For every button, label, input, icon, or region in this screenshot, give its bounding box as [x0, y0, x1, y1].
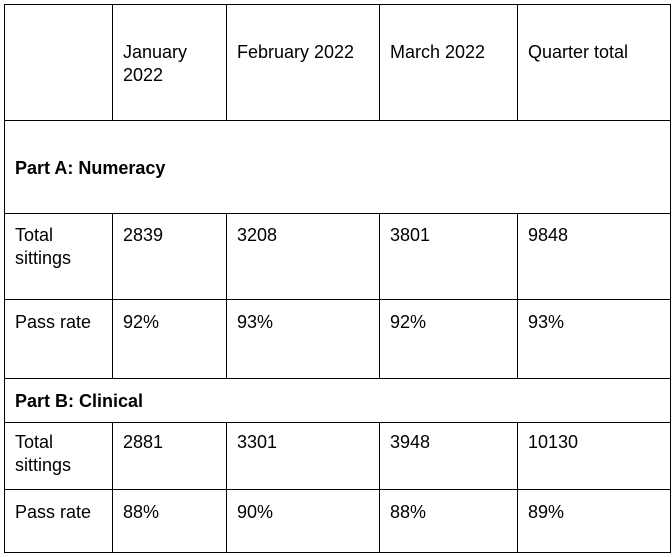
- table-cell: 9848: [518, 214, 671, 300]
- table-row: [5, 423, 671, 490]
- table-cell: 89%: [518, 490, 671, 553]
- table-row: [5, 214, 671, 300]
- table-cell: 3301: [227, 423, 380, 490]
- table-cell: 92%: [380, 300, 518, 379]
- table-cell: 88%: [380, 490, 518, 553]
- table-cell: 2839: [113, 214, 227, 300]
- table-cell: 93%: [227, 300, 380, 379]
- table-cell: 3208: [227, 214, 380, 300]
- table-cell: 90%: [227, 490, 380, 553]
- row-label: Total sittings: [5, 423, 113, 490]
- header-row: [5, 5, 671, 121]
- header-march-2022: March 2022: [380, 5, 518, 121]
- section-row-part-b: [5, 379, 671, 423]
- table-cell: 3948: [380, 423, 518, 490]
- row-label: Total sittings: [5, 214, 113, 300]
- results-table: [4, 4, 671, 553]
- table-cell: 88%: [113, 490, 227, 553]
- table-cell: 93%: [518, 300, 671, 379]
- row-label: Pass rate: [5, 490, 113, 553]
- header-corner-cell: [5, 5, 113, 121]
- header-february-2022: February 2022: [227, 5, 380, 121]
- table-cell: 92%: [113, 300, 227, 379]
- header-quarter-total: Quarter total: [518, 5, 671, 121]
- section-row-part-a: [5, 121, 671, 214]
- table-row: [5, 490, 671, 553]
- table-cell: 10130: [518, 423, 671, 490]
- row-label: Pass rate: [5, 300, 113, 379]
- table-cell: 2881: [113, 423, 227, 490]
- header-january-2022: January 2022: [113, 5, 227, 121]
- table-row: [5, 300, 671, 379]
- section-title-part-a: Part A: Numeracy: [5, 121, 671, 214]
- section-title-part-b: Part B: Clinical: [5, 379, 671, 423]
- table-cell: 3801: [380, 214, 518, 300]
